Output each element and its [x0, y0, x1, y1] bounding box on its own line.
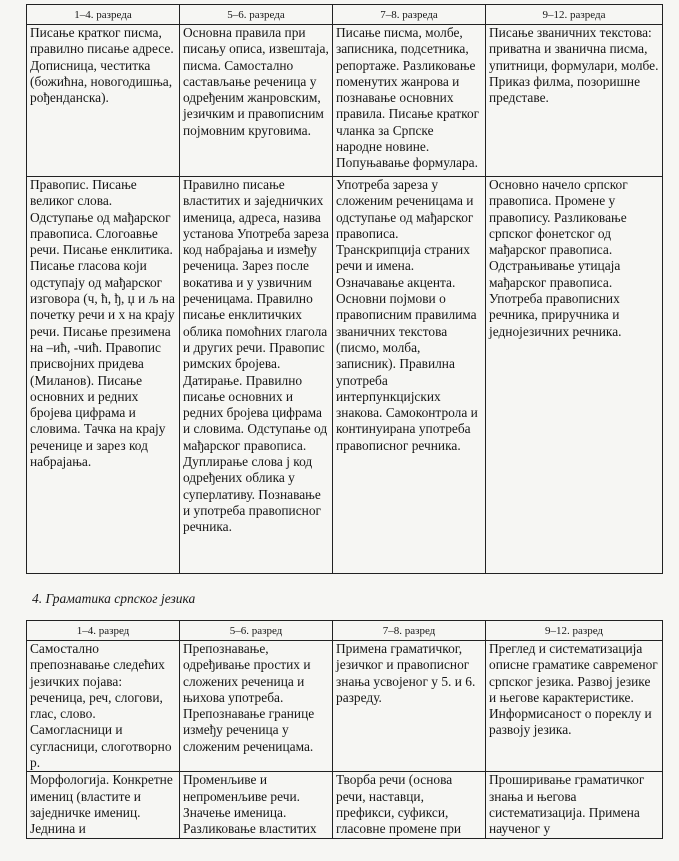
- table-cell: Писање званичних текстова: приватна и званична писма, упитници, формулари, молбе. Приказ филма, позоришне представе.: [486, 25, 663, 177]
- table-cell: Правилно писање властитих и заједничких именица, адреса, назива установа Употреба зареза код набрајања и између реченица. Зарез после вокатива и у узвичним реченицама. Правилно писање енклитичких облика помоћних глагола и других речи. Правопис римских бројева. Датирање. Правилно писање основних и редних бројева цифрама и словима. Одступање од мађарског правописа. Дуплирање слова ј код одређених облика у суперлативу. Познавање и употреба правописног речника.: [180, 177, 333, 574]
- table-row: [27, 641, 663, 772]
- table-cell: Основна правила при писању описа, извештаја, писма. Самостално састављање реченица у одређеним жанровским, језичким и правописним појмовним круговима.: [180, 25, 333, 177]
- table-cell: Творба речи (основа речи, наставци, префикси, суфикси, гласовне промене при: [333, 772, 486, 838]
- column-header: 5–6. разред: [180, 621, 333, 641]
- table-cell: Морфологија. Конкретне имениц (властите и заједничке имениц. Једнина и: [27, 772, 180, 838]
- table-cell: Писање кратког писма, правилно писање адресе. Дописница, честитка (божићна, новогодишња, рођенданска).: [27, 25, 180, 177]
- table-cell: Променљиве и непроменљиве речи. Значење именица. Разликовање властитих: [180, 772, 333, 838]
- table-cell: Употреба зареза у сложеним реченицама и одступање од мађарског правописа. Транскрипција страних речи и имена. Означавање акцента. Основни појмови о правописним правилима званичних текстова (писмо, молба, записник). Правилна употреба интерпункцијских знакова. Самоконтрола и континуирана употреба правописног речника.: [333, 177, 486, 574]
- table-cell: Примена граматичког, језичког и правописног знања усвојеног у 5. и 6. разреду.: [333, 641, 486, 772]
- column-header: 7–8. разред: [333, 621, 486, 641]
- table-cell: Препознавање, одређивање простих и сложених реченица и њихова употреба. Препознавање границе између реченица у сложеним реченицама.: [180, 641, 333, 772]
- table-cell: Преглед и систематизација описне граматике савременог српског језика. Развој језике и његове карактеристике. Информисаност о пореклу и развоју језика.: [486, 641, 663, 772]
- table-header-row: [27, 5, 663, 25]
- table-cell: Проширивање граматичког знања и његова систематизација. Примена наученог у: [486, 772, 663, 838]
- table-cell: Правопис. Писање великог слова. Одступање од мађарског правописа. Слогоавње речи. Писање енклитика. Писање гласова који одступају од мађарског изговора (ч, ћ, ђ, џ и љ на почетку речи и х на крају речи. Писање презимена на –ић, -чић. Правопис присвојних придева (Миланов). Писање основних и редних бројева цифрама и словима. Тачка на крају реченице и зарез код набрајања.: [27, 177, 180, 574]
- table-row: [27, 177, 663, 574]
- curriculum-table-grammar: [26, 620, 663, 839]
- section-caption: 4. Граматика српског језика: [32, 591, 196, 606]
- table-row: [27, 25, 663, 177]
- table-cell: Основно начело српског правописа. Промене у правопису. Разликовање српског фонетског од мађарског правописа. Одстрањивање утицаја мађарског правописа. Употреба правописних речника, приручника и једнојезичних речника.: [486, 177, 663, 574]
- column-header: 9–12. разред: [486, 621, 663, 641]
- column-header: 5–6. разреда: [180, 5, 333, 25]
- column-header: 7–8. разреда: [333, 5, 486, 25]
- column-header: 1–4. разред: [27, 621, 180, 641]
- column-header: 1–4. разреда: [27, 5, 180, 25]
- table-cell: Самостално препознавање следећих језичких појава: реченица, реч, слогови, глас, слово. Самогласници и сугласници, слоготворно р.: [27, 641, 180, 772]
- column-header: 9–12. разреда: [486, 5, 663, 25]
- table-cell: Писање писма, молбе, записника, подсетника, репортаже. Разликовање поменутих жанрова и познавање основних правила. Писање кратког чланка за Српске народне новине. Попуњавање формулара.: [333, 25, 486, 177]
- table-row: [27, 772, 663, 838]
- table-header-row: [27, 621, 663, 641]
- curriculum-table-orthography: [26, 4, 663, 574]
